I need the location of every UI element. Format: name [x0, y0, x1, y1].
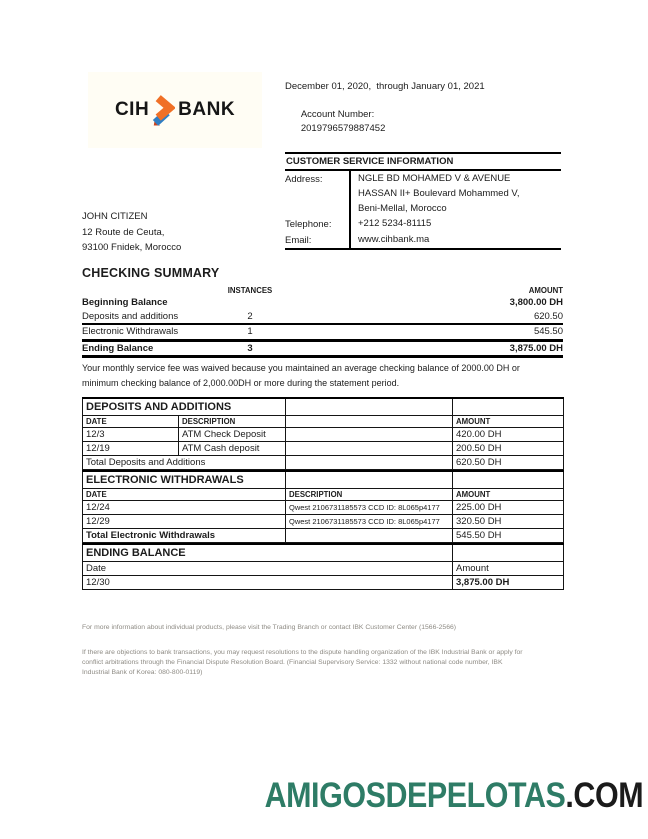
summary-amount: 3,800.00 DH — [509, 297, 563, 308]
summary-label: Beginning Balance — [82, 297, 168, 308]
service-fee-note — [82, 361, 563, 390]
deposit-row — [83, 442, 564, 456]
summary-amount: 3,875.00 DH — [509, 342, 563, 354]
withdrawals-total-row — [83, 529, 564, 543]
summary-row-ending-balance — [82, 342, 563, 359]
ending-balance-title: ENDING BALANCE — [83, 544, 453, 562]
summary-instances: 2 — [247, 310, 253, 322]
deposit-description: ATM Check Deposit — [179, 428, 286, 442]
withdrawals-total-label: Total Electronic Withdrawals — [83, 529, 286, 543]
description-column-header: DESCRIPTION — [179, 416, 286, 428]
withdrawal-description: Qwest 2106731185573 CCD ID: 8L065p4177 — [286, 515, 453, 529]
withdrawals-header-row — [83, 489, 564, 501]
date-column-header: DATE — [83, 489, 286, 501]
address-line: NGLE BD MOHAMED V & AVENUE — [358, 173, 511, 184]
summary-instances: 3 — [247, 342, 253, 354]
summary-amount: 545.50 — [533, 326, 563, 337]
footer-disclaimer — [82, 623, 562, 678]
customer-service-table — [285, 171, 561, 250]
deposits-total-row — [83, 456, 564, 470]
deposit-date: 12/19 — [83, 442, 179, 456]
amount-column-header: Amount — [453, 562, 564, 576]
ending-balance-date: 12/30 — [83, 576, 453, 590]
account-number-line — [285, 94, 561, 150]
date-column-header: DATE — [83, 416, 179, 428]
summary-row-beginning-balance — [82, 296, 563, 310]
customer-address-line1: 12 Route de Ceuta, — [82, 226, 165, 238]
logo-text-bank: BANK — [178, 99, 236, 120]
customer-block — [82, 209, 181, 256]
summary-row-deposits — [82, 310, 563, 326]
withdrawals-total-amount: 545.50 DH — [453, 529, 564, 543]
deposits-title-row — [83, 398, 564, 416]
amount-column-header: AMOUNT — [528, 286, 563, 295]
deposit-row — [83, 428, 564, 442]
description-column-header: DESCRIPTION — [286, 489, 453, 501]
bank-logo-lockup — [115, 95, 235, 126]
service-fee-note-line1: Your monthly service fee was waived because you maintained an average checking balance of 2000.00 DH or — [82, 363, 520, 373]
deposits-total-amount: 620.50 DH — [453, 456, 564, 470]
deposits-total-label: Total Deposits and Additions — [83, 456, 286, 470]
customer-service-title: CUSTOMER SERVICE INFORMATION — [285, 152, 561, 171]
summary-instances: 1 — [247, 326, 253, 337]
withdrawal-amount: 320.50 DH — [453, 515, 564, 529]
withdrawals-title: ELECTRONIC WITHDRAWALS — [83, 471, 286, 489]
summary-label: Ending Balance — [82, 342, 154, 354]
withdrawal-date: 12/24 — [83, 501, 286, 515]
summary-label: Electronic Withdrawals — [82, 326, 179, 337]
deposits-title: DEPOSITS AND ADDITIONS — [83, 398, 286, 416]
customer-name: JOHN CITIZEN — [82, 211, 148, 222]
footer-disclaimer-line1: If there are objections to bank transactions, you may request resolutions to the dispute handling organization of the IBK Industrial Bank or apply for — [82, 649, 523, 656]
watermark-tld: .COM — [565, 776, 643, 815]
email-value: www.cihbank.ma — [349, 232, 561, 248]
logo-text-cih: CIH — [114, 99, 150, 120]
checking-summary-header-row — [82, 285, 563, 296]
deposit-date: 12/3 — [83, 428, 179, 442]
withdrawal-amount: 225.00 DH — [453, 501, 564, 515]
chevron-mark-icon — [152, 95, 175, 126]
ending-balance-title-row — [83, 544, 564, 562]
deposits-header-row — [83, 416, 564, 428]
ending-balance-header-row — [83, 562, 564, 576]
account-number-label: Account Number: — [300, 109, 375, 120]
address-line: Beni-Mellal, Morocco — [358, 203, 447, 214]
watermark-brand: AMIGOSDEPELOTAS — [264, 776, 566, 815]
summary-amount: 620.50 — [533, 310, 563, 322]
watermark — [264, 776, 643, 816]
bank-logo — [88, 72, 262, 148]
withdrawal-row — [83, 501, 564, 515]
statement-period: December 01, 2020, through January 01, 2021 — [285, 81, 485, 92]
address-line: HASSAN II+ Boulevard Mohammed V, — [358, 188, 520, 199]
withdrawals-table — [82, 470, 564, 543]
withdrawal-row — [83, 515, 564, 529]
statement-body — [82, 266, 563, 590]
address-label: Address: — [285, 174, 323, 185]
telephone-label: Telephone: — [285, 219, 332, 230]
service-fee-note-line2: minimum checking balance of 2,000.00DH or more during the statement period. — [82, 377, 400, 388]
withdrawal-description: Qwest 2106731185573 CCD ID: 8L065p4177 — [286, 501, 453, 515]
ending-balance-amount: 3,875.00 DH — [453, 576, 564, 590]
deposit-amount: 200.50 DH — [453, 442, 564, 456]
instances-column-header: INSTANCES — [227, 286, 273, 295]
footer-info-line: For more information about individual products, please visit the Trading Branch or contact IBK Customer Center (1566-2566) — [82, 624, 457, 631]
deposits-table — [82, 397, 564, 470]
summary-row-withdrawals — [82, 325, 563, 342]
withdrawal-date: 12/29 — [83, 515, 286, 529]
amount-column-header: AMOUNT — [453, 489, 564, 501]
withdrawals-title-row — [83, 471, 564, 489]
statement-header — [285, 80, 561, 250]
checking-summary-title: CHECKING SUMMARY — [82, 266, 220, 280]
summary-label: Deposits and additions — [82, 310, 179, 322]
amount-column-header: AMOUNT — [453, 416, 564, 428]
telephone-value: +212 5234-81115 — [349, 216, 561, 232]
footer-disclaimer-line2: conflict arbitrations through the Financial Dispute Resolution Board. (Financial Supervisory Service: 1332 without national code number, IBK — [82, 659, 503, 666]
deposit-amount: 420.00 DH — [453, 428, 564, 442]
ending-balance-table — [82, 543, 564, 590]
account-number-value: 2019796579887452 — [300, 123, 386, 134]
customer-address-line2: 93100 Fnidek, Morocco — [82, 242, 182, 253]
deposit-description: ATM Cash deposit — [179, 442, 286, 456]
address-value — [349, 171, 561, 216]
ending-balance-row — [83, 576, 564, 590]
email-label: Email: — [285, 235, 312, 246]
footer-disclaimer-line3: Industrial Bank of Korea: 080-800-0119) — [82, 669, 203, 676]
date-column-header: Date — [83, 562, 453, 576]
summary-instances — [204, 296, 296, 310]
